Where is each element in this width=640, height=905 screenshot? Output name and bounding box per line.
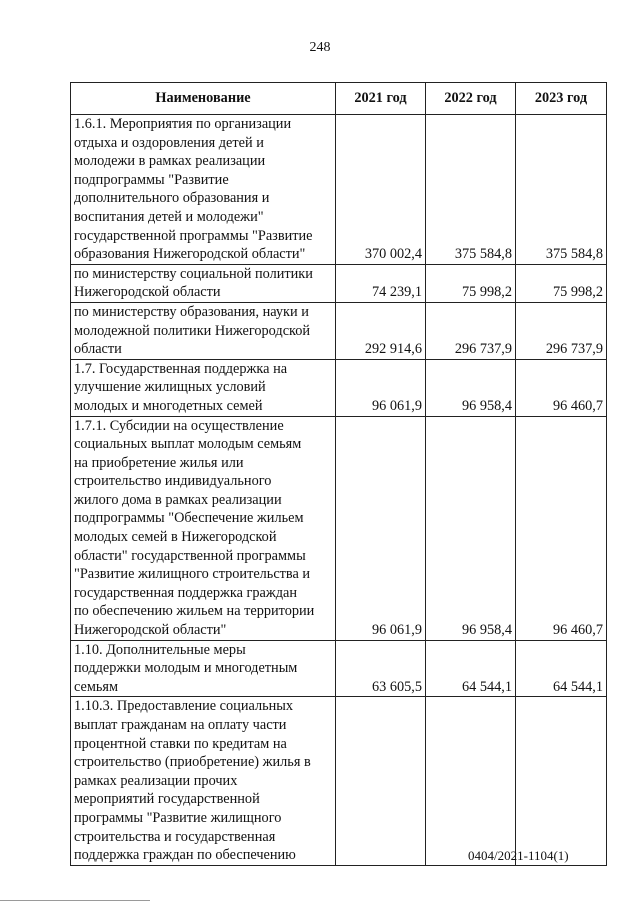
row-name-line: отдыха и оздоровления детей и <box>74 134 264 151</box>
table-row <box>71 115 607 265</box>
value-cell-2022: 96 958,4 <box>426 359 516 416</box>
document-code: 0404/2021-1104(1) <box>468 848 569 863</box>
row-name-line: молодых семей в Нижегородской <box>74 529 277 546</box>
row-name-line: 1.7. Государственная поддержка на <box>74 360 288 377</box>
value-cell-2022: 75 998,2 <box>426 264 516 302</box>
value-cell-2022 <box>426 697 516 865</box>
value-cell-2022: 96 958,4 <box>426 416 516 640</box>
value-cell-2022: 296 737,9 <box>426 302 516 359</box>
row-name-line: 1.10. Дополнительные меры <box>74 641 246 658</box>
value-cell-2022: 375 584,8 <box>426 115 516 265</box>
row-name-line: области <box>74 341 122 358</box>
row-name-line: образования Нижегородской области" <box>74 246 306 263</box>
row-name-line: поддержки молодым и многодетным <box>74 660 298 677</box>
row-name-line: по министерству социальной политики <box>74 265 313 282</box>
column-header-2022: 2022 год <box>426 83 516 115</box>
row-name-line: по министерству образования, науки и <box>74 303 309 320</box>
table-row <box>71 302 607 359</box>
value-cell-2023 <box>516 697 607 865</box>
row-name-line: улучшение жилищных условий <box>74 379 266 396</box>
row-name-line: подпрограммы "Обеспечение жильем <box>74 510 304 527</box>
row-name-line: программы "Развитие жилищного <box>74 809 282 826</box>
row-name-cell <box>71 640 336 697</box>
row-name-line: воспитания детей и молодежи" <box>74 208 264 225</box>
row-name-line: строительство индивидуального <box>74 473 272 490</box>
value-cell-2023: 375 584,8 <box>516 115 607 265</box>
row-name-cell <box>71 416 336 640</box>
row-name-line: 1.6.1. Мероприятия по организации <box>74 116 292 132</box>
value-cell-2023: 75 998,2 <box>516 264 607 302</box>
row-name-line: Нижегородской области <box>74 284 221 301</box>
row-name-line: строительства и государственная <box>74 828 276 845</box>
value-cell-2022: 64 544,1 <box>426 640 516 697</box>
value-cell-2021: 63 605,5 <box>336 640 426 697</box>
value-cell-2023: 64 544,1 <box>516 640 607 697</box>
table-row <box>71 359 607 416</box>
value-cell-2021: 292 914,6 <box>336 302 426 359</box>
value-cell-2021: 96 061,9 <box>336 359 426 416</box>
budget-table <box>70 82 607 866</box>
value-cell-2023: 96 460,7 <box>516 359 607 416</box>
table-row <box>71 640 607 697</box>
row-name-cell <box>71 697 336 865</box>
column-header-2023: 2023 год <box>516 83 607 115</box>
row-name-cell <box>71 264 336 302</box>
row-name-line: "Развитие жилищного строительства и <box>74 566 311 583</box>
table-row <box>71 264 607 302</box>
value-cell-2021: 96 061,9 <box>336 416 426 640</box>
row-name-line: выплат гражданам на оплату части <box>74 717 287 733</box>
row-name-line: государственная поддержка граждан <box>74 584 298 601</box>
row-name-line: мероприятий государственной <box>74 791 260 808</box>
row-name-line: 1.10.3. Предоставление социальных <box>74 698 294 715</box>
scan-artifact <box>0 900 150 901</box>
value-cell-2023: 96 460,7 <box>516 416 607 640</box>
row-name-line: жилого дома в рамках реализации <box>74 491 282 508</box>
table-row <box>71 416 607 640</box>
value-cell-2021: 370 002,4 <box>336 115 426 265</box>
row-name-line: по обеспечению жильем на территории <box>74 603 315 620</box>
value-cell-2023: 296 737,9 <box>516 302 607 359</box>
row-name-line: 1.7.1. Субсидии на осуществление <box>74 417 284 434</box>
value-cell-2021: 74 239,1 <box>336 264 426 302</box>
row-name-line: области" государственной программы <box>74 547 306 564</box>
row-name-cell <box>71 359 336 416</box>
table-header-row <box>71 83 607 115</box>
row-name-line: государственной программы "Развитие <box>74 227 313 244</box>
table-body <box>71 115 607 866</box>
table-row <box>71 697 607 865</box>
row-name-line: Нижегородской области" <box>74 622 227 639</box>
row-name-line: семьям <box>74 678 119 695</box>
row-name-line: подпрограммы "Развитие <box>74 171 229 188</box>
row-name-line: молодежной политики Нижегородской <box>74 322 311 339</box>
value-cell-2021 <box>336 697 426 865</box>
row-name-line: дополнительного образования и <box>74 190 270 207</box>
row-name-line: рамках реализации прочих <box>74 772 238 789</box>
row-name-line: молодых и многодетных семей <box>74 397 263 414</box>
column-header-name: Наименование <box>71 83 336 115</box>
page-number: 248 <box>309 40 331 55</box>
row-name-cell <box>71 115 336 265</box>
row-name-line: на приобретение жилья или <box>74 454 244 471</box>
row-name-line: молодежи в рамках реализации <box>74 153 266 170</box>
column-header-2021: 2021 год <box>336 83 426 115</box>
row-name-line: строительство (приобретение) жилья в <box>74 754 311 771</box>
row-name-line: социальных выплат молодым семьям <box>74 436 302 453</box>
row-name-cell <box>71 302 336 359</box>
row-name-line: поддержка граждан по обеспечению <box>74 847 296 864</box>
row-name-line: процентной ставки по кредитам на <box>74 735 287 752</box>
